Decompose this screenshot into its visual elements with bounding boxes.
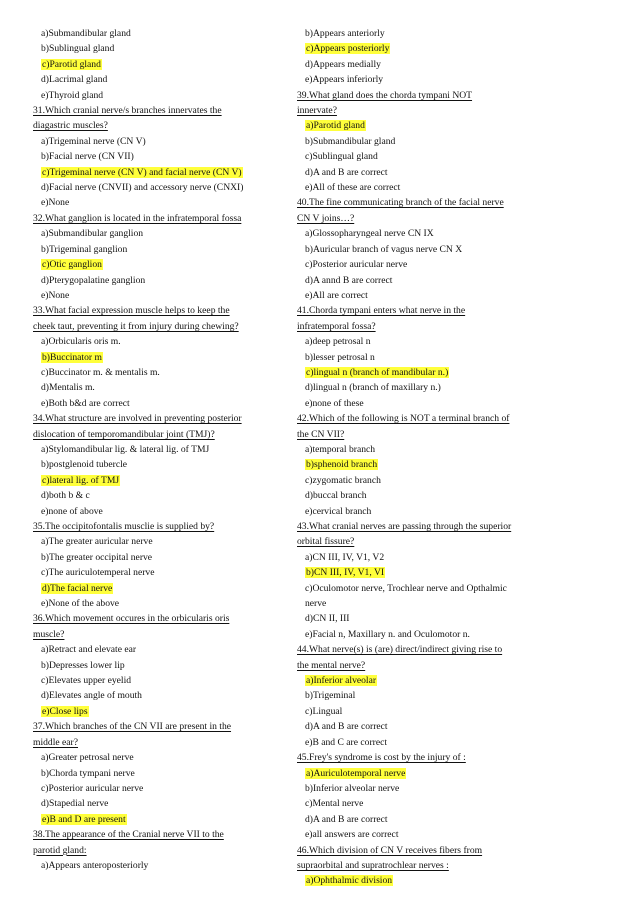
answer-text: d)buccal branch bbox=[305, 490, 367, 502]
answer-option bbox=[33, 396, 273, 411]
answer-option bbox=[33, 796, 273, 811]
answer-text: c)Lingual bbox=[305, 705, 343, 717]
question-text bbox=[297, 319, 542, 334]
answer-text: d)Mentalis m. bbox=[41, 382, 95, 394]
answer-option bbox=[33, 457, 273, 472]
answer-text: e)none of above bbox=[41, 505, 103, 517]
question-line: 41.Chorda tympani enters what nerve in the bbox=[297, 305, 466, 317]
question-text bbox=[33, 319, 273, 334]
answer-option bbox=[297, 504, 542, 519]
question-line: 33.What facial expression muscle helps to keep the bbox=[33, 305, 230, 317]
left-column bbox=[33, 26, 273, 873]
answer-option bbox=[33, 766, 273, 781]
answer-text: b)Depresses lower lip bbox=[41, 659, 125, 671]
question-line: diagastric muscles? bbox=[33, 120, 108, 132]
answer-text: a)Appears anteroposteriorly bbox=[41, 859, 149, 871]
answer-option bbox=[297, 226, 542, 241]
answer-option bbox=[33, 858, 273, 873]
question-text bbox=[33, 211, 273, 226]
answer-text: e)cervical branch bbox=[305, 505, 372, 517]
answer-option bbox=[33, 781, 273, 796]
answer-option bbox=[297, 26, 542, 41]
question-text bbox=[297, 103, 542, 118]
answer-option bbox=[297, 165, 542, 180]
answer-text: d)Elevates angle of mouth bbox=[41, 690, 142, 702]
question-text bbox=[297, 534, 542, 549]
question-text bbox=[297, 750, 542, 765]
correct-answer-option bbox=[33, 350, 273, 365]
answer-text: d)A and B are correct bbox=[305, 813, 388, 825]
answer-option bbox=[33, 488, 273, 503]
answer-text: e)Facial n, Maxillary n. and Oculomotor n. bbox=[305, 628, 470, 640]
answer-option bbox=[297, 350, 542, 365]
highlighted-answer-text: c)lateral lig. of TMJ bbox=[42, 474, 120, 486]
answer-option bbox=[297, 627, 542, 642]
question-text bbox=[297, 411, 542, 426]
answer-text: d)A annd B are correct bbox=[305, 274, 393, 286]
answer-option bbox=[33, 288, 273, 303]
answer-option bbox=[297, 812, 542, 827]
question-text bbox=[297, 858, 542, 873]
correct-answer-option bbox=[33, 257, 273, 272]
correct-answer-option bbox=[33, 704, 273, 719]
question-line: 43.What cranial nerves are passing through the superior bbox=[297, 521, 512, 532]
answer-option bbox=[33, 226, 273, 241]
highlighted-answer-text: a)Inferior alveolar bbox=[306, 675, 377, 687]
correct-answer-option bbox=[33, 165, 273, 180]
answer-text: c)Posterior auricular nerve bbox=[305, 259, 408, 271]
question-text bbox=[33, 827, 273, 842]
question-text bbox=[33, 303, 273, 318]
answer-option bbox=[33, 550, 273, 565]
answer-option bbox=[33, 41, 273, 56]
question-text bbox=[33, 519, 273, 534]
answer-text: d)Lacrimal gland bbox=[41, 74, 108, 86]
correct-answer-option bbox=[297, 565, 542, 580]
answer-option bbox=[33, 534, 273, 549]
answer-text: c)Elevates upper eyelid bbox=[41, 675, 132, 687]
answer-option bbox=[33, 134, 273, 149]
answer-option bbox=[297, 550, 542, 565]
answer-text: e)All of these are correct bbox=[305, 182, 401, 194]
answer-option bbox=[297, 611, 542, 626]
correct-answer-option bbox=[33, 57, 273, 72]
answer-text: b)Trigeminal ganglion bbox=[41, 243, 128, 255]
answer-option bbox=[297, 334, 542, 349]
answer-text: a)Stylomandibular lig. & lateral lig. of TMJ bbox=[41, 443, 210, 455]
answer-text: a)Greater petrosal nerve bbox=[41, 752, 134, 764]
correct-answer-option bbox=[297, 673, 542, 688]
question-line: 36.Which movement occures in the orbicularis oris bbox=[33, 613, 230, 625]
question-line: 38.The appearance of the Cranial nerve VII to the bbox=[33, 829, 224, 841]
question-text bbox=[297, 642, 542, 657]
answer-option bbox=[33, 658, 273, 673]
answer-text: b)postglenoid tubercle bbox=[41, 459, 128, 471]
answer-option bbox=[297, 180, 542, 195]
right-column bbox=[297, 26, 542, 889]
question-line: 44.What nerve(s) is (are) direct/indirect giving rise to bbox=[297, 644, 503, 656]
answer-text: e)All are correct bbox=[305, 289, 368, 301]
highlighted-answer-text: d)The facial nerve bbox=[42, 582, 113, 594]
answer-option bbox=[297, 57, 542, 72]
question-text bbox=[297, 88, 542, 103]
correct-answer-option bbox=[33, 581, 273, 596]
answer-option bbox=[33, 750, 273, 765]
answer-text: a)Trigeminal nerve (CN V) bbox=[41, 135, 146, 147]
highlighted-answer-text: c)Trigeminal nerve (CN V) and facial nerve (CN V) bbox=[42, 166, 242, 178]
correct-answer-option bbox=[33, 473, 273, 488]
answer-option bbox=[33, 673, 273, 688]
answer-option bbox=[297, 288, 542, 303]
answer-option-line: nerve bbox=[305, 598, 327, 610]
answer-text: a)Orbicularis oris m. bbox=[41, 336, 121, 348]
answer-text: b)Facial nerve (CN VII) bbox=[41, 151, 134, 163]
question-text bbox=[297, 211, 542, 226]
answer-option bbox=[33, 688, 273, 703]
question-line: supraorbital and supratrochlear nerves : bbox=[297, 859, 449, 871]
answer-option bbox=[33, 26, 273, 41]
question-text bbox=[297, 519, 542, 534]
answer-option bbox=[297, 781, 542, 796]
answer-text: a)Glossopharyngeal nerve CN IX bbox=[305, 228, 434, 240]
answer-text: a)Submandibular gland bbox=[41, 28, 131, 39]
answer-option bbox=[297, 688, 542, 703]
answer-option bbox=[297, 488, 542, 503]
answer-option bbox=[33, 596, 273, 611]
answer-text: c)Sublingual gland bbox=[305, 151, 378, 163]
answer-text: b)Appears anteriorly bbox=[305, 28, 385, 39]
question-text bbox=[33, 118, 273, 133]
highlighted-answer-text: e)Close lips bbox=[42, 705, 88, 717]
answer-option bbox=[33, 195, 273, 210]
answer-text: d)Facial nerve (CNVII) and accessory nerve (CNXI) bbox=[41, 182, 244, 194]
answer-option bbox=[33, 504, 273, 519]
correct-answer-option bbox=[297, 766, 542, 781]
answer-option bbox=[297, 473, 542, 488]
question-line: 35.The occipitofontalis musclie is supplied by? bbox=[33, 521, 215, 532]
answer-option bbox=[297, 134, 542, 149]
highlighted-answer-text: b)Buccinator m bbox=[42, 351, 102, 363]
answer-text: b)Trigeminal bbox=[305, 690, 356, 702]
answer-text: b)lesser petrosal n bbox=[305, 351, 375, 363]
answer-text: e)all answers are correct bbox=[305, 829, 399, 841]
question-line: 32.What ganglion is located in the infratemporal fossa bbox=[33, 212, 242, 224]
question-line: orbital fissure? bbox=[297, 536, 355, 548]
answer-option bbox=[33, 273, 273, 288]
question-line: 42.Which of the following is NOT a terminal branch of bbox=[297, 413, 510, 425]
question-text bbox=[33, 611, 273, 626]
highlighted-answer-text: a)Ophthalmic division bbox=[306, 875, 393, 887]
answer-option bbox=[33, 642, 273, 657]
answer-text: d)Stapedial nerve bbox=[41, 798, 109, 810]
answer-text: a)Retract and elevate ear bbox=[41, 644, 137, 656]
answer-text: e)B and C are correct bbox=[305, 736, 388, 748]
question-text bbox=[33, 719, 273, 734]
answer-option bbox=[33, 565, 273, 580]
question-text bbox=[33, 843, 273, 858]
highlighted-answer-text: e)B and D are present bbox=[42, 813, 126, 825]
answer-text: b)Inferior alveolar nerve bbox=[305, 782, 400, 794]
question-line: 46.Which division of CN V receives fibers from bbox=[297, 844, 483, 856]
answer-option bbox=[297, 72, 542, 87]
answer-text: d)Pterygopalatine ganglion bbox=[41, 274, 146, 286]
answer-text: a)temporal branch bbox=[305, 443, 376, 455]
question-text bbox=[297, 843, 542, 858]
answer-text: c)Posterior auricular nerve bbox=[41, 782, 144, 794]
question-line: the mental nerve? bbox=[297, 659, 366, 671]
answer-option bbox=[297, 442, 542, 457]
answer-text: b)Sublingual gland bbox=[41, 43, 115, 55]
answer-text: c)zygomatic branch bbox=[305, 474, 381, 486]
answer-text: b)Auricular branch of vagus nerve CN X bbox=[305, 243, 463, 255]
answer-text: c)The auriculotemperal nerve bbox=[41, 567, 155, 579]
answer-option bbox=[297, 719, 542, 734]
correct-answer-option bbox=[297, 118, 542, 133]
answer-text: d)A and B are correct bbox=[305, 166, 388, 178]
answer-text: c)Buccinator m. & mentalis m. bbox=[41, 366, 160, 378]
answer-option bbox=[33, 242, 273, 257]
question-line: innervate? bbox=[297, 105, 337, 117]
answer-text: d)both b & c bbox=[41, 490, 90, 502]
answer-option bbox=[33, 365, 273, 380]
answer-option bbox=[33, 380, 273, 395]
highlighted-answer-text: a)Auriculotemporal nerve bbox=[306, 767, 406, 779]
answer-text: a)Submandibular ganglion bbox=[41, 228, 144, 240]
answer-option bbox=[33, 180, 273, 195]
question-line: 39.What gland does the chorda tympani NOT bbox=[297, 89, 473, 101]
answer-option bbox=[297, 149, 542, 164]
answer-option bbox=[297, 827, 542, 842]
answer-text: e)Appears inferiorly bbox=[305, 74, 384, 86]
answer-option bbox=[297, 596, 542, 611]
answer-text: a)CN III, IV, V1, V2 bbox=[305, 551, 385, 563]
question-text bbox=[297, 303, 542, 318]
answer-text: d)lingual n (branch of maxillary n.) bbox=[305, 382, 441, 394]
answer-option bbox=[297, 257, 542, 272]
question-text bbox=[297, 427, 542, 442]
question-text bbox=[297, 658, 542, 673]
highlighted-answer-text: c)lingual n (branch of mandibular n.) bbox=[306, 366, 449, 378]
highlighted-answer-text: c)Appears posteriorly bbox=[306, 43, 390, 55]
answer-text: c)Mental nerve bbox=[305, 798, 364, 810]
answer-text: e)None bbox=[41, 289, 70, 301]
question-text bbox=[33, 103, 273, 118]
question-line: cheek taut, preventing it from injury during chewing? bbox=[33, 320, 239, 332]
answer-option bbox=[297, 796, 542, 811]
question-line: infratemporal fossa? bbox=[297, 320, 376, 332]
correct-answer-option bbox=[297, 457, 542, 472]
answer-text: b)The greater occipital nerve bbox=[41, 551, 153, 563]
question-line: 40.The fine communicating branch of the facial nerve bbox=[297, 197, 504, 209]
question-text bbox=[33, 627, 273, 642]
answer-text: a)deep petrosal n bbox=[305, 336, 371, 348]
correct-answer-option bbox=[297, 873, 542, 888]
question-line: the CN VII? bbox=[297, 428, 345, 440]
answer-option bbox=[33, 149, 273, 164]
correct-answer-option bbox=[33, 812, 273, 827]
question-text bbox=[297, 195, 542, 210]
highlighted-answer-text: b)CN III, IV, V1, VI bbox=[306, 567, 385, 579]
answer-option bbox=[297, 242, 542, 257]
answer-text: b)Submandibular gland bbox=[305, 135, 396, 147]
highlighted-answer-text: b)sphenoid branch bbox=[306, 459, 378, 471]
question-line: 34.What structure are involved in preventing posterior bbox=[33, 413, 242, 425]
question-line: parotid gland: bbox=[33, 844, 87, 856]
answer-option bbox=[33, 72, 273, 87]
answer-option bbox=[297, 396, 542, 411]
answer-option bbox=[33, 334, 273, 349]
answer-text: a)The greater auricular nerve bbox=[41, 536, 153, 548]
question-text bbox=[33, 411, 273, 426]
answer-text: e)Both b&d are correct bbox=[41, 397, 130, 409]
question-line: 37.Which branches of the CN VII are present in the bbox=[33, 721, 232, 733]
answer-option-line: c)Oculomotor nerve, Trochlear nerve and Opthalmic bbox=[305, 582, 507, 594]
answer-option bbox=[297, 273, 542, 288]
question-line: CN V joins…? bbox=[297, 212, 355, 224]
answer-option bbox=[297, 704, 542, 719]
answer-option bbox=[297, 735, 542, 750]
highlighted-answer-text: c)Parotid gland bbox=[42, 58, 101, 70]
answer-text: d)CN II, III bbox=[305, 613, 350, 625]
highlighted-answer-text: c)Otic ganglion bbox=[42, 259, 102, 271]
answer-text: e)none of these bbox=[305, 397, 364, 409]
answer-text: e)Thyroid gland bbox=[41, 89, 104, 101]
answer-text: b)Chorda tympani nerve bbox=[41, 767, 135, 779]
question-text bbox=[33, 427, 273, 442]
answer-option bbox=[297, 380, 542, 395]
answer-text: e)None bbox=[41, 197, 70, 209]
question-line: middle ear? bbox=[33, 736, 79, 748]
answer-option bbox=[33, 442, 273, 457]
question-text bbox=[33, 735, 273, 750]
question-line: 45.Frey's syndrome is cost by the injury of : bbox=[297, 752, 466, 764]
answer-text: d)Appears medially bbox=[305, 58, 381, 70]
answer-option bbox=[33, 88, 273, 103]
answer-text: e)None of the above bbox=[41, 598, 120, 610]
question-line: dislocation of temporomandibular joint (TMJ)? bbox=[33, 428, 215, 440]
answer-option bbox=[297, 581, 542, 596]
question-line: 31.Which cranial nerve/s branches innervates the bbox=[33, 105, 222, 117]
correct-answer-option bbox=[297, 365, 542, 380]
answer-text: d)A and B are correct bbox=[305, 721, 388, 733]
correct-answer-option bbox=[297, 41, 542, 56]
highlighted-answer-text: a)Parotid gland bbox=[306, 120, 365, 132]
question-line: muscle? bbox=[33, 628, 65, 640]
